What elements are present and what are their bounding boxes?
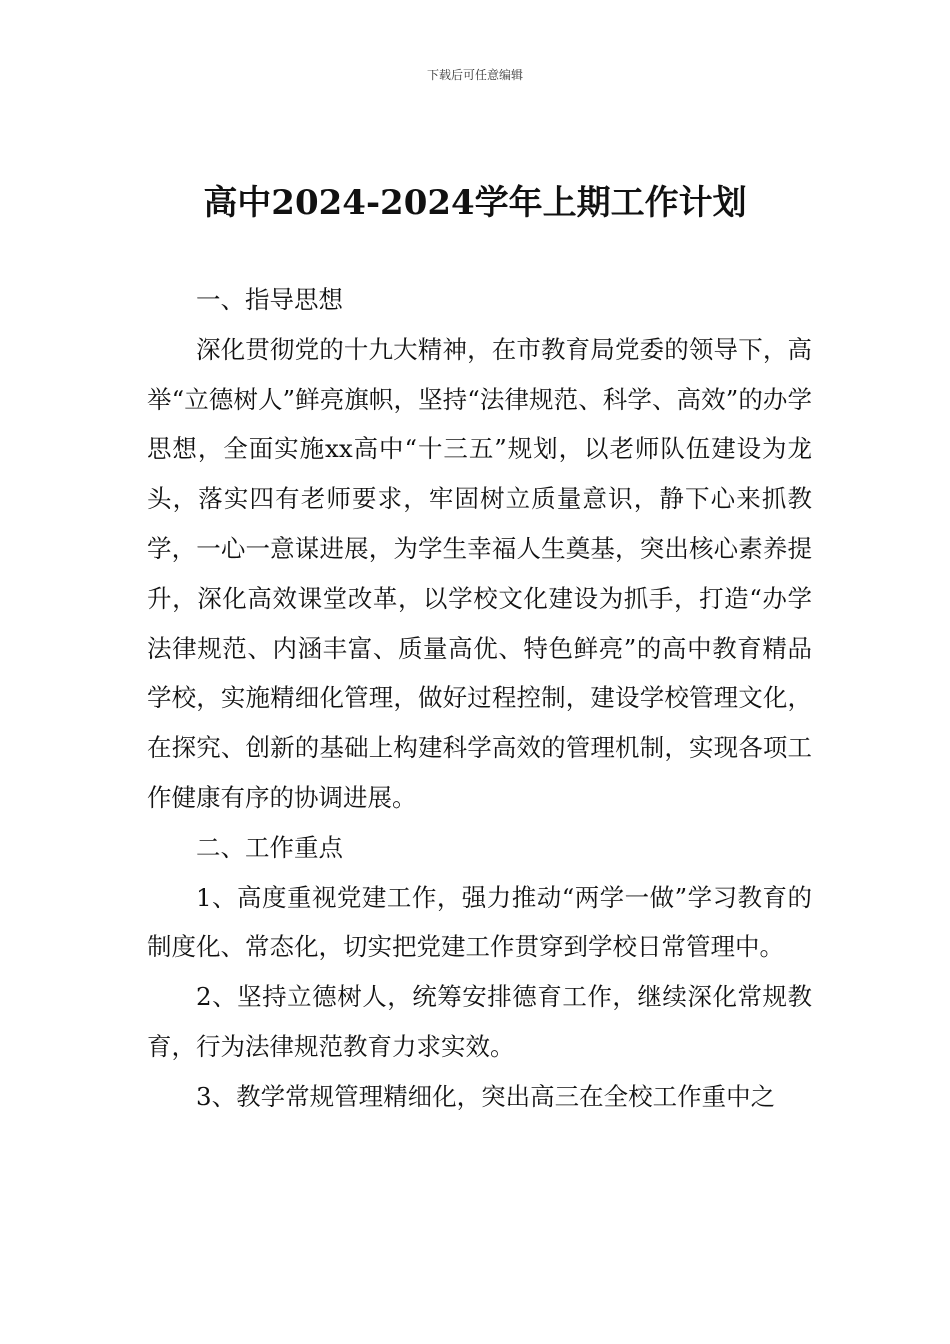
section-heading-work-focus: 二、工作重点: [196, 832, 343, 862]
paragraph-item-3: 3、教学常规管理精细化，突出高三在全校工作重中之: [196, 1081, 776, 1111]
paragraph-guiding-thought: 深化贯彻党的十九大精神，在市教育局党委的领导下，高举“立德树人”鲜亮旗帜，坚持“法律规范、科学、高效”的办学思想，全面实施xx高中“十三五”规划，以老师队伍建设为龙头，落实四有老师要求，牢固树立质量意识，静下心来抓教学，一心一意谋进展，为学生幸福人生奠基，突出核心素养提升，深化高效课堂改革，以学校文化建设为抓手，打造“办学法律规范、内涵丰富、质量高优、特色鲜亮”的高中教育精品学校，实施精细化管理，做好过程控制，建设学校管理文化，在探究、创新的基础上构建科学高效的管理机制，实现各项工作健康有序的协调进展。: [147, 334, 812, 812]
header-note: 下载后可任意编辑: [426, 68, 523, 82]
paragraph-item-2: 2、坚持立德树人，统筹安排德育工作，继续深化常规教育，行为法律规范教育力求实效。: [147, 982, 812, 1061]
paragraph-item-1: 1、高度重视党建工作，强力推动“两学一做”学习教育的制度化、常态化，切实把党建工作贯穿到学校日常管理中。: [147, 882, 812, 962]
document-body: [147, 275, 812, 1122]
document-title: 高中2024-2024学年上期工作计划: [203, 183, 747, 223]
section-heading-guiding-thought: 一、指导思想: [196, 285, 343, 314]
